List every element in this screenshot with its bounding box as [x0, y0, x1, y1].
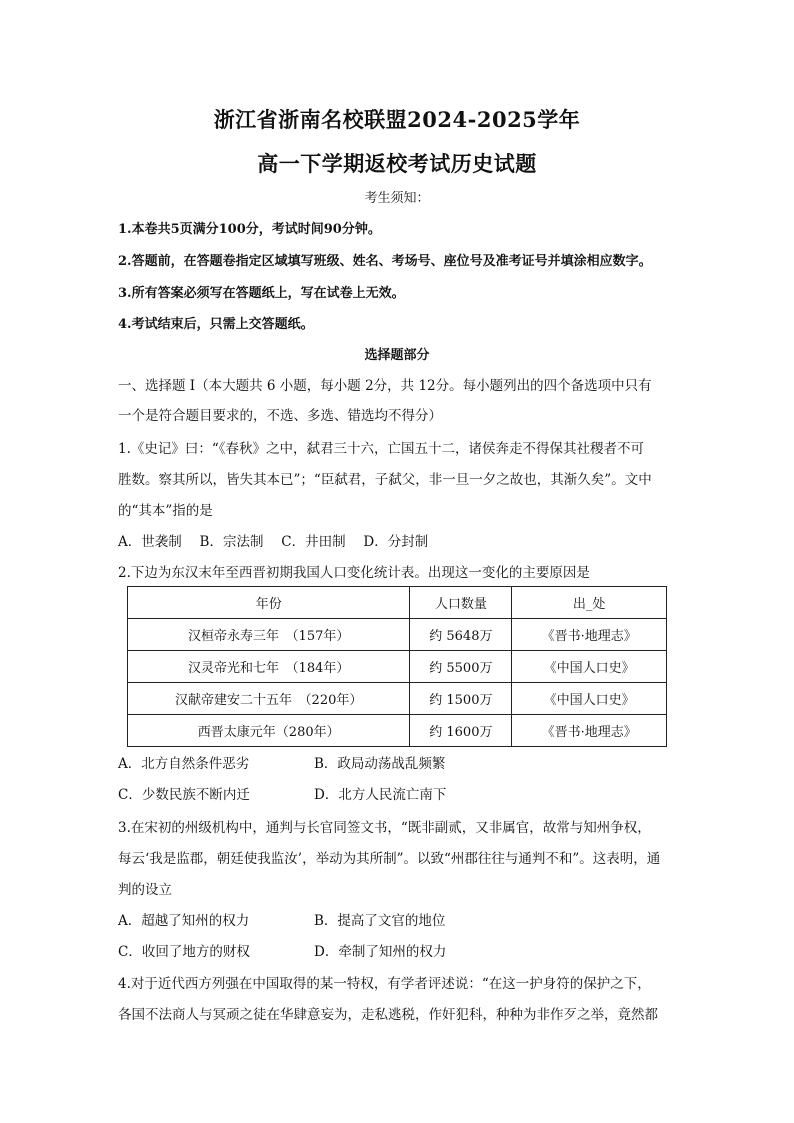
exam-title-line2: 高一下学期返校考试历史试题 — [257, 151, 537, 176]
table-header-cell: 人口数量 — [410, 587, 512, 619]
table-cell: 约 5648万 — [410, 619, 512, 651]
q4-stem-line2: 各国不法商人与冥顽之徒在华肆意妄为，走私逃税，作奸犯科，种种为非作歹之举，竟然都 — [118, 1007, 658, 1023]
q3-stem-line3: 判的设立 — [118, 882, 172, 898]
q4-stem-line1: 4.对于近代西方列强在中国取得的某一特权，有学者评述说：“在这一护身符的保护之下， — [118, 976, 651, 992]
section-intro-line1: 一、选择题 I（本大题共 6 小题，每小题 2分，共 12分。每小题列出的四个备选项中只有 — [118, 378, 652, 394]
notice-rule-3: 3.所有答案必须写在答题纸上，写在试卷上无效。 — [118, 286, 405, 301]
exam-title-line1: 浙江省浙南名校联盟2024-2025学年 — [213, 107, 581, 132]
table-row — [128, 683, 667, 715]
table-header-cell: 年份 — [128, 587, 410, 619]
section-intro-line2: 一个是符合题目要求的，不选、多选、错选均不得分） — [118, 408, 442, 424]
table-cell: 西晋太康元年（280年） — [128, 715, 410, 747]
table-cell: 约 5500万 — [410, 651, 512, 683]
table-header-row — [128, 587, 667, 619]
table-cell: 汉献帝建安二十五年 （220年） — [128, 683, 410, 715]
table-cell: 约 1600万 — [410, 715, 512, 747]
population-table — [127, 586, 667, 747]
table-cell: 约 1500万 — [410, 683, 512, 715]
q2-option-d: D．北方人民流亡南下 — [314, 787, 447, 803]
q3-option-b: B．提高了文官的地位 — [314, 913, 446, 929]
q2-option-b: B．政局动荡战乱频繁 — [314, 756, 446, 772]
table-header-cell: 出_处 — [512, 587, 667, 619]
q3-stem-line1: 3.在宋初的州级机构中，通判与长官同签文书，“既非副贰，又非属官，故常与知州争权， — [118, 820, 651, 836]
notice-heading: 考生须知： — [364, 191, 430, 206]
table-cell: 《晋书·地理志》 — [512, 619, 667, 651]
notice-rule-1: 1.本卷共5页满分100分，考试时间90分钟。 — [118, 222, 381, 237]
q2-stem: 2.下边为东汉末年至西晋初期我国人口变化统计表。出现这一变化的主要原因是 — [118, 565, 590, 581]
notice-rule-4: 4.考试结束后，只需上交答题纸。 — [118, 317, 314, 332]
q2-option-a: A．北方自然条件恶劣 — [118, 756, 250, 772]
table-cell: 《中国人口史》 — [512, 683, 667, 715]
table-cell: 汉灵帝光和七年 （184年） — [128, 651, 410, 683]
table-row — [128, 715, 667, 747]
q1-options: A．世袭制 B．宗法制 C．井田制 D．分封制 — [118, 534, 429, 550]
q2-option-c: C．少数民族不断内迁 — [118, 787, 250, 803]
q1-stem-line2: 胜数。察其所以，皆失其本已”；“臣弑君，子弑父，非一旦一夕之故也，其渐久矣”。文中 — [118, 472, 652, 488]
section-heading: 选择题部分 — [364, 348, 430, 363]
q3-option-c: C．收回了地方的财权 — [118, 944, 250, 960]
q3-option-a: A．超越了知州的权力 — [118, 913, 250, 929]
table-row — [128, 619, 667, 651]
q3-stem-line2: 每云‘我是监郡，朝廷使我监汝’，举动为其所制”。以致“州郡往往与通判不和”。这表明，通 — [118, 851, 661, 867]
q3-option-d: D．牵制了知州的权力 — [314, 944, 447, 960]
q1-stem-line1: 1.《史记》曰：“《春秋》之中，弑君三十六，亡国五十二，诸侯奔走不得保其社稷者不可 — [118, 441, 645, 457]
notice-rule-2: 2.答题前，在答题卷指定区域填写班级、姓名、考场号、座位号及准考证号并填涂相应数字。 — [118, 254, 652, 269]
table-row — [128, 651, 667, 683]
table-cell: 《中国人口史》 — [512, 651, 667, 683]
q1-stem-line3: 的“其本”指的是 — [118, 503, 213, 519]
table-cell: 汉桓帝永寿三年 （157年） — [128, 619, 410, 651]
table-cell: 《晋书·地理志》 — [512, 715, 667, 747]
